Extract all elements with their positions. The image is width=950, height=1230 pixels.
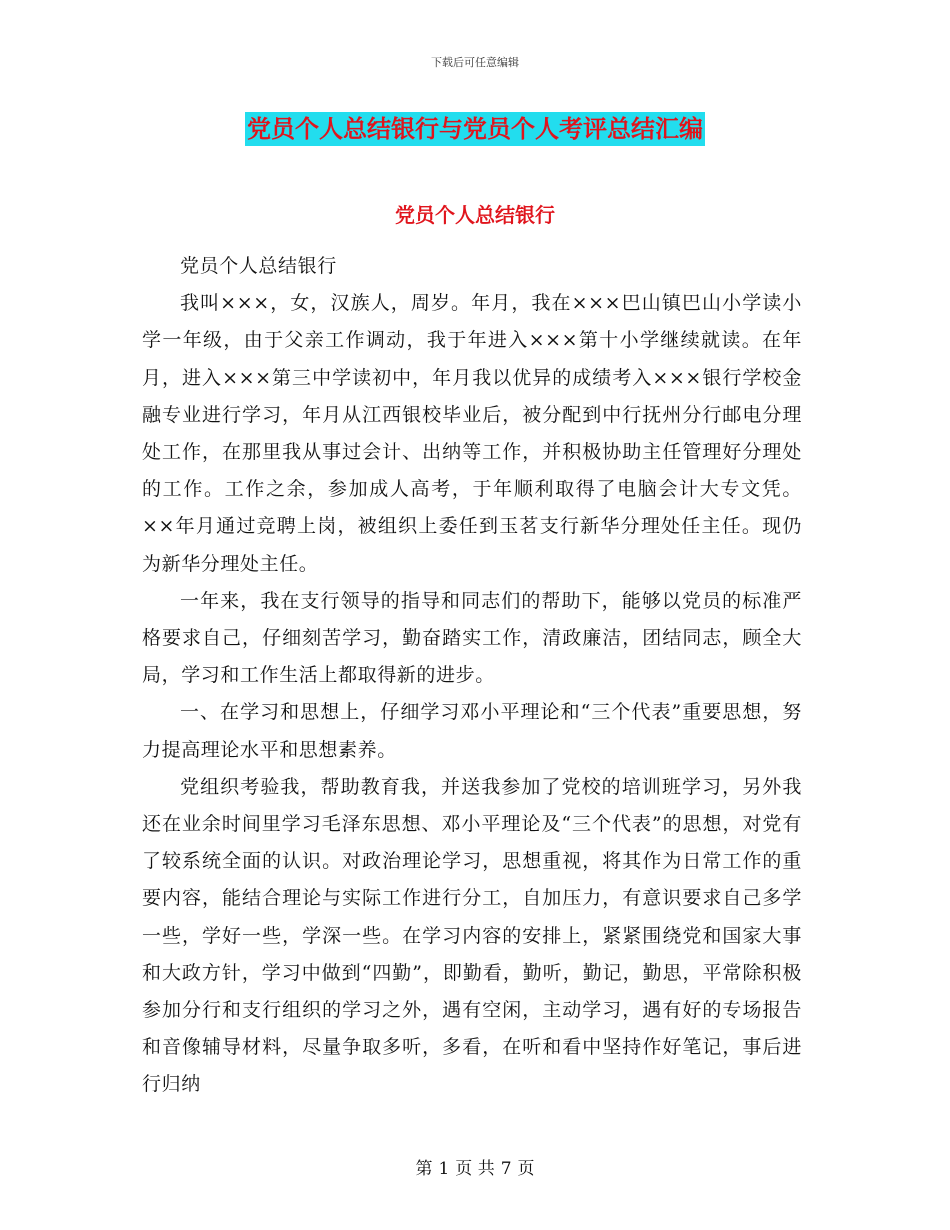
header-note: 下载后可任意编辑 bbox=[431, 56, 519, 69]
paragraph: 我叫×××，女，汉族人，周岁。年月，我在×××巴山镇巴山小学读小学一年级，由于父亲工作调动，我于年进入×××第十小学继续就读。在年月，进入×××第三中学读初中，年月我以优异的成绩考入×××银行学校金融专业进行学习，年月从江西银校毕业后，被分配到中行抚州分行邮电分理处工作，在那里我从事过会计、出纳等工作，并积极协助主任管理好分理处的工作。工作之余，参加成人高考，于年顺利取得了电脑会计大专文凭。××年月通过竞聘上岗，被组织上委任到玉茗支行新华分理处任主任。现仍为新华分理处主任。 bbox=[142, 292, 802, 575]
main-title: 党员个人总结银行与党员个人考评总结汇编 bbox=[245, 112, 705, 146]
footer-prefix: 第 bbox=[415, 1159, 433, 1179]
footer-suffix: 页 bbox=[517, 1159, 535, 1179]
footer-total-pages: 7 bbox=[500, 1159, 512, 1179]
section-title: 党员个人总结银行 bbox=[395, 203, 555, 227]
paragraph: 一年来，我在支行领导的指导和同志们的帮助下，能够以党员的标准严格要求自己，仔细刻苦学习，勤奋踏实工作，清政廉洁，团结同志，顾全大局，学习和工作生活上都取得新的进步。 bbox=[142, 589, 802, 687]
body-text bbox=[142, 248, 802, 1104]
footer-middle: 页 共 bbox=[455, 1159, 495, 1179]
paragraph: 党员个人总结银行 bbox=[180, 255, 337, 277]
footer-current-page: 1 bbox=[438, 1159, 450, 1179]
paragraph: 党组织考验我，帮助教育我，并送我参加了党校的培训班学习，另外我还在业余时间里学习毛泽东思想、邓小平理论及“三个代表”的思想，对党有了较系统全面的认识。对政治理论学习，思想重视，将其作为日常工作的重要内容，能结合理论与实际工作进行分工，自加压力，有意识要求自己多学一些，学好一些，学深一些。在学习内容的安排上，紧紧围绕党和国家大事和大政方针，学习中做到“四勤”，即勤看，勤听，勤记，勤思，平常除积极参加分行和支行组织的学习之外，遇有空闲，主动学习，遇有好的专场报告和音像辅导材料，尽量争取多听，多看，在听和看中坚持作好笔记，事后进行归纳 bbox=[142, 775, 802, 1096]
main-title-container bbox=[0, 112, 950, 146]
paragraph: 一、在学习和思想上，仔细学习邓小平理论和“三个代表”重要思想，努力提高理论水平和思想素养。 bbox=[142, 701, 802, 761]
page-number-footer bbox=[0, 1154, 950, 1179]
